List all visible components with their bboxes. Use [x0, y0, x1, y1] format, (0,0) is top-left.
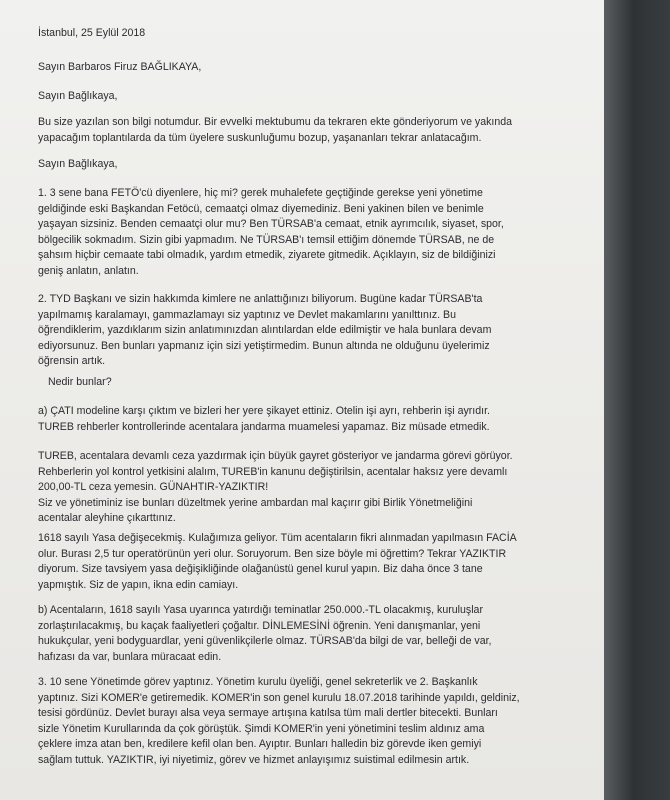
text-line: öğrensin artık.: [38, 355, 106, 368]
dark-background-edge: [604, 0, 670, 800]
text-line: Siz ve yönetiminiz ise bunları düzeltmek yerine ambardan mal kaçırır gibi Birlik Yönetmeliğini: [38, 496, 473, 509]
text-line: geniş anlatın, anlatın.: [38, 264, 139, 277]
text-line: 1. 3 sene bana FETÖ'cü diyenlere, hiç mi? gerek muhalefete geçtiğinde gerekse yeni yönetime: [38, 187, 483, 199]
intro-paragraph: [38, 115, 594, 146]
letter-salutation: Sayın Bağlıkaya,: [38, 90, 118, 102]
text-line: yapacağım toplantılarda da tüm üyelere suskunluğumu bozup, yaşananları tekrar anlatacağım.: [38, 131, 482, 144]
text-line: tesisi gördünüz. Devlet burayı alsa veya sermaye artışına katılsa tüm mali dertler bitecekti. Bunları: [38, 707, 498, 720]
text-line: zorlaştırılacakmış, bu kaçak faaliyetleri çoğaltır. DİNLEMESİNİ öğrenin. Yeni danışmanlar, yeni: [38, 619, 481, 632]
text-line: TUREB, acentalara devamlı ceza yazdırmak için büyük gayret gösteriyor ve jandarma görevi görüyor.: [38, 450, 513, 462]
text-line: sağlam tuttuk. YAZIKTIR, iyi niyetimiz, görev ve hizmet anlayışımız suistimal edilmesin artık.: [38, 753, 470, 766]
text-line: Rehberlerin yol kontrol yetkisini alalım, TUREB'in kanunu değiştirilsin, acentalar haksız yere devamlı: [38, 465, 508, 478]
text-line: 2. TYD Başkanı ve sizin hakkımda kimlere ne anlattığınızı biliyorum. Bugüne kadar TÜRSAB'ta: [38, 293, 483, 305]
text-line: geldiğinde eski Başkandan Fetöcü, cemaatçi olmaz diyemediniz. Beni yakinen bilen ve benimle: [38, 202, 484, 215]
text-line: bölgecilik sokmadım. Sizin gibi yapmadım. Ne TÜRSAB'ı temsil ettiğim dönemde TÜRSAB, ne de: [38, 233, 495, 246]
text-line: 200,00-TL ceza yemesin. GÜNAHTIR-YAZIKTIR!: [38, 481, 269, 494]
paragraph-2: [38, 292, 594, 370]
text-line: 1618 sayılı Yasa değişecekmiş. Kulağımıza geliyor. Tüm acentaların fikri alınmadan yapılmasın FACİA: [38, 532, 517, 544]
nedir-heading: Nedir bunlar?: [48, 376, 112, 388]
paragraph-1618: [38, 531, 594, 593]
text-line: yaptınız. Sizi KOMER'e getiremedik. KOMER'in son genel kurulu 18.07.2018 tarihinde yapıldı, geldiniz,: [38, 691, 520, 704]
text-line: yaşayan sizsiniz. Benden cemaatçi olur mu? Ben TÜRSAB'a cemaat, etnik ayrımcılık, siyaset, spor,: [38, 218, 504, 231]
text-line: b) Acentaların, 1618 sayılı Yasa uyarınca yatırdığı teminatlar 250.000.-TL olacakmış, kuruluşlar: [38, 604, 483, 616]
text-line: Bu size yazılan son bilgi notumdur. Bir evvelki mektubumu da tekraren ekte gönderiyorum ve yakında: [38, 116, 513, 128]
text-line: sizle Yönetim Kurullarında da çok görüştük. Şimdi KOMER'in yeni yönetimini teslim aldınız ama: [38, 722, 485, 735]
paragraph-3: [38, 675, 594, 769]
text-line: hafızası da var, bunlara müracaat edin.: [38, 650, 222, 663]
letter-date: İstanbul, 25 Eylül 2018: [38, 27, 146, 39]
text-line: acentalar aleyhine çıkarttınız.: [38, 512, 176, 525]
text-line: yapılmamış karalamayı, gammazlamayı siz yaptınız ve Devlet makamlarını yanılttınız. Bu: [38, 308, 457, 321]
text-line: yapmıştık. Siz de yapın, ikna edin camiayı.: [38, 578, 239, 591]
text-line: olur. Burası 2,5 tur operatörünün yeri olur. Soruyorum. Ben size böyle mi öğrettim? Tekrar YAZIKTIR: [38, 547, 507, 560]
paragraph-b: [38, 603, 594, 665]
text-line: öğrendiklerim, yazdıklarım sizin anlatımınızdan alıntılardan elde edilmiştir ve hala bunlara devam: [38, 324, 492, 337]
text-line: a) ÇATI modeline karşı çıktım ve bizleri her yere şikayet ettiniz. Otelin işi ayrı, rehberin işi ayrıdır.: [38, 405, 490, 417]
text-line: şahsım hiçbir cemaate tabi olmadık, yardım etmedik, ziyarete gitmedik. Açıklayın, siz de bildiğinizi: [38, 249, 496, 262]
text-line: çeklere imza atan ben, kredilere kefil olan ben. Ayıptır. Bunları halledin biz görevde iken gemiyi: [38, 738, 482, 751]
paragraph-1: [38, 186, 594, 280]
text-line: TUREB rehberler kontrollerinde acentalara jandarma muamelesi yapamaz. Biz müsade etmedik.: [38, 420, 490, 433]
text-line: 3. 10 sene Yönetimde görev yaptınız. Yönetim kurulu üyeliği, genel sekreterlik ve 2. Başkanlık: [38, 676, 478, 688]
letter-recipient: Sayın Barbaros Firuz BAĞLIKAYA,: [38, 61, 202, 73]
text-line: diyorum. Size tavsiyem yasa değişikliğinde olağanüstü genel kurul yapın. Biz daha önce 3 tane: [38, 563, 483, 576]
letter-salutation-2: Sayın Bağlıkaya,: [38, 158, 118, 170]
paragraph-tureb: [38, 449, 594, 527]
text-line: ediyorsunuz. Ben bunları yapmanız için sizi yetiştirmedim. Bunun altında ne olduğunu üyelerimiz: [38, 339, 490, 352]
text-line: hukukçular, yeni bodyguardlar, yeni güvenlikçilerle olmaz. TÜRSAB'da bilgi de var, belleği de var,: [38, 635, 492, 648]
paragraph-a: [38, 404, 594, 435]
